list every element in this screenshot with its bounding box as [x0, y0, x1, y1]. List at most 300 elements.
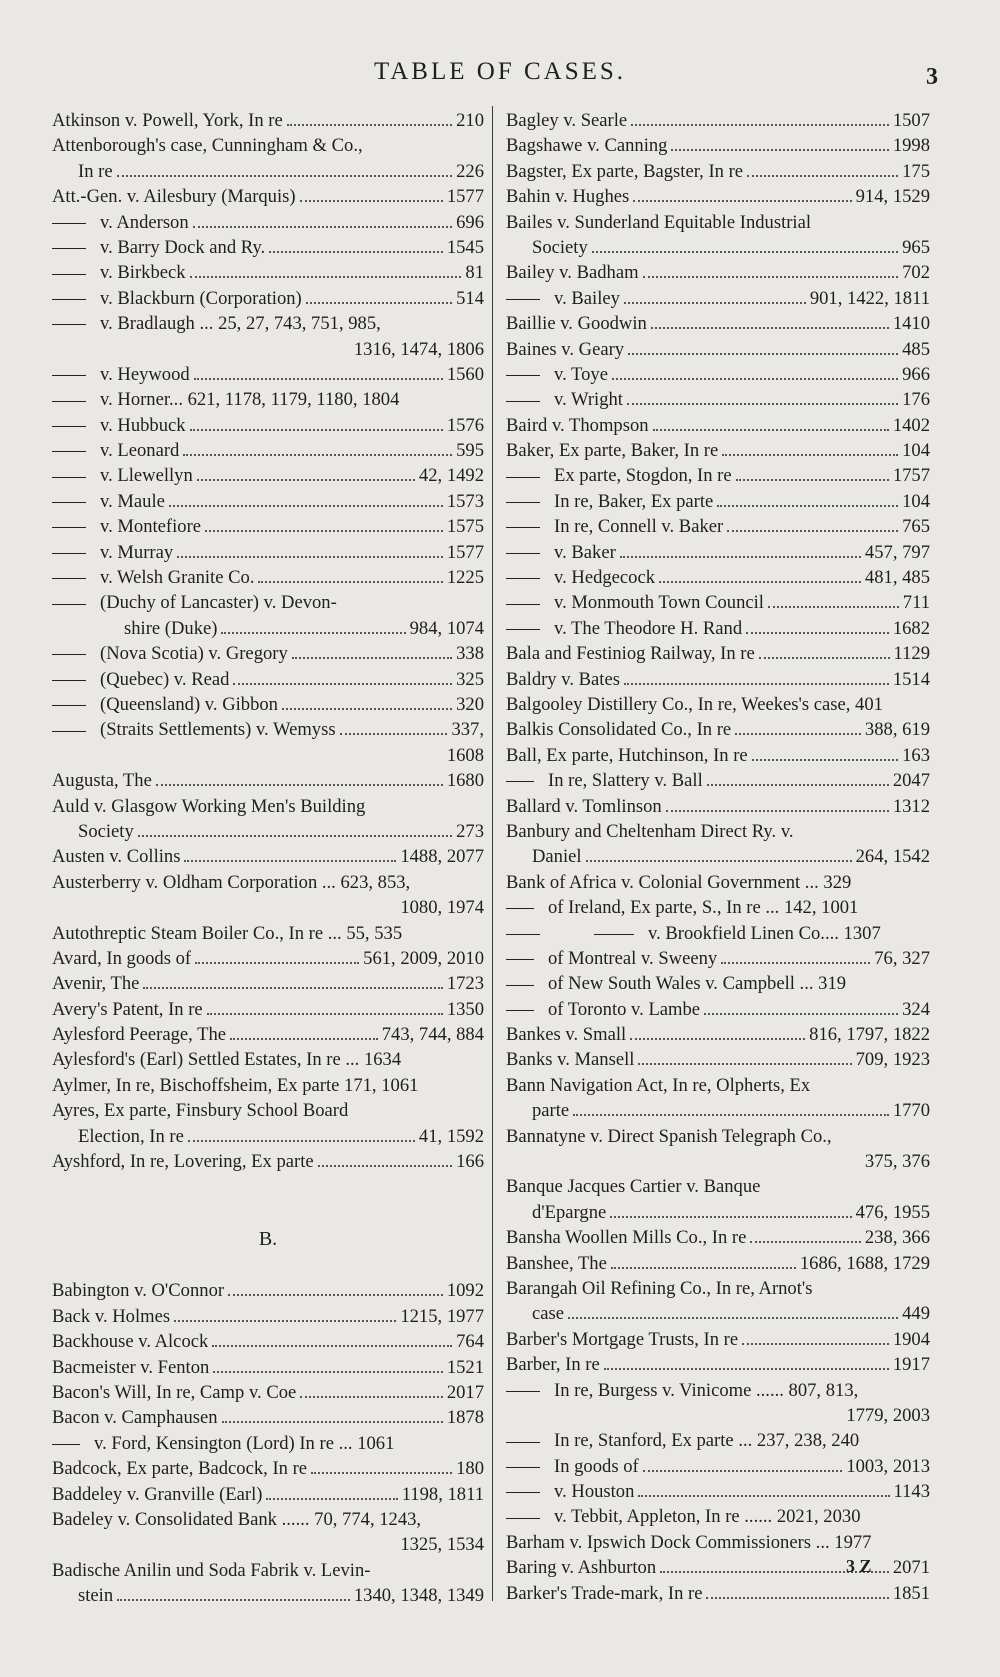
case-title-text: Aylesford's (Earl) Settled Estates, In re ... 1634	[52, 1049, 402, 1071]
case-pages: 595	[456, 440, 484, 462]
case-entry	[52, 108, 484, 133]
case-entry	[52, 260, 484, 285]
case-title	[52, 946, 191, 971]
case-title-text: v. Houston	[554, 1481, 635, 1503]
case-title	[52, 540, 173, 565]
ditto-dash	[594, 934, 634, 935]
case-pages: 180	[456, 1458, 484, 1480]
case-entry	[506, 1428, 930, 1453]
case-pages: 338	[456, 643, 484, 665]
ditto-dash	[506, 959, 534, 960]
case-entry	[506, 514, 930, 539]
case-entry	[506, 489, 930, 514]
case-pages: 1325, 1534	[400, 1534, 484, 1556]
case-pages: 1507	[892, 110, 930, 131]
ditto-dash	[506, 375, 540, 376]
case-title	[506, 286, 620, 311]
case-pages: 1577	[446, 186, 484, 208]
case-entry	[52, 1583, 484, 1608]
case-pages: 1680	[446, 770, 484, 792]
leader-dots	[117, 1599, 350, 1601]
case-title	[506, 794, 662, 819]
ditto-dash	[52, 477, 86, 478]
case-entry	[52, 616, 484, 641]
leader-dots	[659, 581, 861, 583]
case-pages: 457, 797	[864, 541, 930, 563]
leader-dots	[706, 1597, 888, 1599]
case-title-text: Badische Anilin und Soda Fabrik v. Levin-	[52, 1559, 371, 1581]
case-entry	[52, 1149, 484, 1174]
case-pages: 76, 327	[874, 947, 930, 969]
leader-dots	[633, 200, 851, 202]
section-heading-b: B.	[258, 1228, 278, 1251]
ditto-dash	[506, 985, 534, 986]
case-title	[52, 1431, 394, 1456]
leader-dots	[651, 327, 889, 329]
case-pages: 1723	[446, 973, 484, 995]
left-entries-b	[52, 1278, 484, 1608]
case-title-text: v. Murray	[100, 541, 174, 563]
case-pages: 711	[902, 592, 930, 614]
case-title	[52, 1405, 218, 1430]
case-pages: 2017	[446, 1381, 484, 1403]
case-entry	[506, 260, 930, 285]
case-title	[506, 692, 883, 717]
case-entry	[506, 1200, 930, 1225]
case-title	[52, 641, 288, 666]
case-title	[506, 1225, 746, 1250]
case-title	[52, 921, 402, 946]
case-title	[506, 1454, 639, 1479]
case-title-text: v. Tebbit, Appleton, In re ...... 2021, 2030	[554, 1506, 861, 1528]
case-pages: 2071	[892, 1557, 930, 1579]
case-title-text: Society	[532, 236, 588, 258]
ditto-dash	[52, 299, 86, 300]
case-pages: 476, 1955	[855, 1201, 930, 1223]
ditto-dash	[506, 401, 540, 402]
case-title	[52, 311, 381, 336]
ditto-dash	[52, 248, 86, 249]
case-title	[52, 1482, 262, 1507]
case-entry	[506, 794, 930, 819]
case-title	[506, 870, 851, 895]
leader-dots	[631, 124, 889, 126]
case-title-text: Babington v. O'Connor	[52, 1280, 225, 1302]
case-entry	[506, 311, 930, 336]
leader-dots	[205, 530, 443, 532]
case-title	[52, 870, 410, 895]
ditto-dash	[506, 1467, 540, 1468]
case-entry	[52, 743, 484, 768]
case-pages: 765	[902, 516, 930, 538]
case-entry	[506, 844, 930, 869]
case-entry	[506, 463, 930, 488]
case-pages: 481, 485	[864, 567, 930, 589]
leader-dots	[195, 962, 359, 964]
case-entry	[52, 1431, 484, 1456]
case-entry	[52, 1405, 484, 1430]
case-title	[52, 260, 186, 285]
case-title-text: v. Welsh Granite Co.	[100, 567, 255, 589]
case-title	[52, 413, 186, 438]
case-title	[506, 463, 732, 488]
case-title	[52, 1098, 348, 1123]
case-title	[52, 794, 365, 819]
case-pages: 1573	[446, 490, 484, 512]
case-title-text: Banshee, The	[506, 1252, 607, 1274]
case-title-text: v. Hedgecock	[554, 567, 656, 589]
case-title	[52, 1022, 226, 1047]
leader-dots	[747, 175, 898, 177]
case-title	[506, 1124, 832, 1149]
case-title	[506, 184, 629, 209]
case-title-text: Bank of Africa v. Colonial Government ... 329	[506, 871, 852, 893]
case-pages: 1682	[892, 617, 930, 639]
leader-dots	[643, 276, 899, 278]
ditto-dash	[52, 502, 86, 503]
case-title	[506, 1479, 634, 1504]
leader-dots	[638, 1495, 889, 1497]
case-entry	[506, 667, 930, 692]
leader-dots	[184, 860, 396, 862]
case-title	[52, 1073, 418, 1098]
case-title-text: Election, In re	[78, 1125, 184, 1147]
case-entry	[52, 997, 484, 1022]
case-title	[532, 1301, 564, 1326]
leader-dots	[190, 429, 443, 431]
case-title	[78, 1583, 113, 1608]
case-title-text: Bann Navigation Act, In re, Olpherts, Ex	[506, 1074, 811, 1096]
case-entry	[52, 1124, 484, 1149]
leader-dots	[746, 632, 889, 634]
leader-dots	[592, 251, 898, 253]
case-title	[506, 1428, 859, 1453]
case-entry	[506, 870, 930, 895]
case-entry	[506, 1174, 930, 1199]
case-title	[52, 1355, 209, 1380]
leader-dots	[169, 505, 443, 507]
case-pages: 273	[456, 820, 484, 842]
case-entry	[506, 184, 930, 209]
case-title	[52, 1507, 421, 1532]
case-title	[506, 1073, 810, 1098]
case-entry	[52, 210, 484, 235]
case-title	[506, 946, 717, 971]
case-title-text: Bailes v. Sunderland Equitable Industrial	[506, 211, 812, 233]
case-entry	[506, 133, 930, 158]
case-entry	[52, 362, 484, 387]
case-title-text: d'Epargne	[532, 1201, 607, 1223]
case-pages: 1608	[446, 744, 484, 766]
case-title	[506, 921, 881, 946]
case-title	[532, 235, 588, 260]
case-entry	[52, 1482, 484, 1507]
case-title-text: Bagley v. Searle	[506, 110, 628, 131]
case-entry	[506, 717, 930, 742]
leader-dots	[340, 733, 448, 735]
leader-dots	[269, 251, 443, 253]
page-title: TABLE OF CASES.	[373, 58, 627, 85]
case-entry	[52, 514, 484, 539]
ditto-dash	[52, 731, 86, 732]
case-title	[506, 133, 667, 158]
case-title-text: parte	[532, 1100, 570, 1122]
case-pages: 104	[902, 440, 930, 462]
case-pages: 1560	[446, 363, 484, 385]
case-pages: 1757	[892, 465, 930, 487]
case-title	[506, 337, 624, 362]
case-title-text: v. Leonard	[100, 440, 180, 462]
case-entry	[52, 794, 484, 819]
case-title-text: Bannatyne v. Direct Spanish Telegraph Co.,	[506, 1125, 832, 1147]
case-entry	[506, 895, 930, 920]
leader-dots	[742, 1343, 889, 1345]
case-title	[506, 210, 811, 235]
case-title	[506, 590, 764, 615]
case-pages: 210	[456, 110, 484, 131]
case-title-text: Ayshford, In re, Lovering, Ex parte	[52, 1151, 314, 1173]
leader-dots	[318, 1165, 452, 1167]
ditto-dash	[506, 299, 540, 300]
case-title	[506, 1504, 861, 1529]
case-title	[52, 1047, 401, 1072]
case-title-text: v. Llewellyn	[100, 465, 193, 487]
case-title-text: v. Horner... 621, 1178, 1179, 1180, 1804	[100, 389, 400, 411]
case-title	[506, 1352, 600, 1377]
case-title-text: Avenir, The	[52, 973, 140, 995]
case-title	[506, 717, 731, 742]
case-title	[506, 1327, 738, 1352]
case-title	[506, 667, 620, 692]
ditto-dash	[506, 1391, 540, 1392]
case-pages: 226	[456, 160, 484, 182]
case-title-text: v. Baker	[554, 541, 616, 563]
leader-dots	[727, 530, 898, 532]
leader-dots	[768, 606, 899, 608]
leader-dots	[573, 1114, 889, 1116]
case-entry	[506, 387, 930, 412]
case-title	[52, 463, 193, 488]
case-pages: 42, 1492	[418, 465, 484, 487]
case-entry	[506, 768, 930, 793]
case-entry	[506, 1301, 930, 1326]
case-title	[506, 438, 718, 463]
ditto-dash	[52, 705, 86, 706]
case-entry	[52, 1022, 484, 1047]
case-pages: 1917	[892, 1354, 930, 1376]
case-title-text: Austerberry v. Oldham Corporation ... 623, 853,	[52, 871, 411, 893]
case-title-text: (Queensland) v. Gibbon	[100, 693, 278, 715]
case-entry	[506, 362, 930, 387]
case-title	[506, 768, 703, 793]
leader-dots	[735, 733, 861, 735]
case-entry	[52, 717, 484, 742]
case-title-text: Ayres, Ex parte, Finsbury School Board	[52, 1100, 349, 1122]
case-title-text: of Ireland, Ex parte, S., In re ... 142, 1001	[548, 897, 859, 919]
case-entry	[52, 768, 484, 793]
case-title-text: (Nova Scotia) v. Gregory	[100, 643, 288, 665]
case-title	[506, 362, 608, 387]
ditto-dash	[52, 1444, 80, 1445]
left-column	[52, 108, 484, 1608]
case-title-text: Banbury and Cheltenham Direct Ry. v.	[506, 820, 794, 842]
case-entry	[52, 844, 484, 869]
ditto-dash	[52, 426, 86, 427]
case-entry	[52, 1278, 484, 1303]
case-title	[52, 590, 337, 615]
ditto-dash	[52, 375, 86, 376]
leader-dots	[610, 1216, 851, 1218]
case-pages: 1340, 1348, 1349	[353, 1585, 484, 1607]
case-entry	[506, 210, 930, 235]
case-entry	[506, 337, 930, 362]
leader-dots	[627, 403, 898, 405]
case-title-text: Bagshawe v. Canning	[506, 135, 668, 157]
case-entry	[52, 1098, 484, 1123]
case-pages: 702	[902, 262, 930, 284]
case-title-text: Backhouse v. Alcock	[52, 1331, 209, 1353]
case-entry	[506, 1479, 930, 1504]
case-title-text: Avery's Patent, In re	[52, 998, 203, 1020]
case-title-text: Baddeley v. Granville (Earl)	[52, 1483, 263, 1505]
case-pages: 764	[456, 1331, 484, 1353]
ditto-dash	[506, 477, 540, 478]
ditto-dash	[52, 553, 86, 554]
leader-dots	[194, 378, 443, 380]
case-pages: 514	[456, 287, 484, 309]
leader-dots	[221, 632, 405, 634]
case-title-text: Baker, Ex parte, Baker, In re	[506, 440, 719, 462]
case-entry	[52, 1073, 484, 1098]
case-entry	[52, 235, 484, 260]
leader-dots	[222, 1421, 443, 1423]
case-title	[506, 413, 649, 438]
case-title	[124, 616, 217, 641]
case-pages: 709, 1923	[855, 1049, 930, 1071]
case-pages: 561, 2009, 2010	[363, 947, 484, 969]
case-title	[78, 1124, 184, 1149]
case-pages: 1225	[446, 567, 484, 589]
case-entry	[52, 667, 484, 692]
case-entry	[52, 387, 484, 412]
case-title-text: (Straits Settlements) v. Wemyss	[100, 719, 336, 741]
leader-dots	[197, 479, 415, 481]
case-title	[532, 1098, 569, 1123]
case-title	[52, 1149, 314, 1174]
ditto-dash	[506, 1010, 534, 1011]
case-entry	[506, 159, 930, 184]
leader-dots	[213, 1371, 442, 1373]
case-entry	[52, 311, 484, 336]
case-entry	[52, 489, 484, 514]
case-pages: 965	[902, 236, 930, 258]
case-title-text: Barham v. Ipswich Dock Commissioners ... 1977	[506, 1531, 872, 1553]
case-title-text: In re	[78, 160, 113, 182]
case-entry	[506, 1047, 930, 1072]
case-title-text: Bansha Woollen Mills Co., In re	[506, 1227, 747, 1249]
case-title-text: In re, Slattery v. Ball	[548, 770, 703, 792]
case-entry	[52, 159, 484, 184]
case-entry	[506, 997, 930, 1022]
leader-dots	[282, 708, 452, 710]
case-pages: 41, 1592	[418, 1125, 484, 1147]
case-title	[506, 159, 743, 184]
case-title	[506, 260, 639, 285]
leader-dots	[722, 454, 898, 456]
ditto-dash	[52, 578, 86, 579]
leader-dots	[174, 1320, 396, 1322]
case-entry	[52, 463, 484, 488]
left-entries-a	[52, 108, 484, 1174]
case-entry	[52, 1532, 484, 1557]
leader-dots	[183, 454, 452, 456]
case-title-text: Bacmeister v. Fenton	[52, 1356, 210, 1378]
case-title-text: Back v. Holmes	[52, 1305, 171, 1327]
leader-dots	[643, 1470, 843, 1472]
case-title-text: v. Bailey	[554, 287, 620, 309]
signature-mark: 3 Z	[846, 1556, 872, 1576]
case-entry	[506, 1124, 930, 1149]
case-title-text: Baird v. Thompson	[506, 414, 649, 436]
ditto-dash	[506, 1492, 540, 1493]
case-title	[52, 108, 283, 133]
case-title-text: Daniel	[532, 846, 582, 868]
leader-dots	[750, 1241, 861, 1243]
case-pages: 388, 619	[864, 719, 930, 741]
case-title	[506, 616, 742, 641]
case-title-text: In re, Connell v. Baker	[554, 516, 724, 538]
case-title-text: v. Maule	[100, 490, 165, 512]
case-title	[506, 311, 647, 336]
case-title	[506, 819, 794, 844]
case-entry	[52, 1355, 484, 1380]
case-pages: 1575	[446, 516, 484, 538]
case-entry	[506, 590, 930, 615]
case-pages: 1410	[892, 313, 930, 335]
case-title-text: Baillie v. Goodwin	[506, 313, 647, 335]
case-title-text: v. Wright	[554, 389, 623, 411]
case-entry	[506, 1327, 930, 1352]
case-pages: 696	[456, 211, 484, 233]
case-title-text: of Montreal v. Sweeny	[548, 947, 718, 969]
right-entries	[506, 108, 930, 1606]
case-pages: 1577	[446, 541, 484, 563]
case-title-text: Augusta, The	[52, 770, 152, 792]
case-title	[506, 108, 627, 133]
leader-dots	[671, 149, 888, 151]
case-title-text: of New South Wales v. Campbell ... 319	[548, 973, 847, 995]
ditto-dash	[506, 1442, 540, 1443]
case-entry	[52, 895, 484, 920]
case-pages: 375, 376	[864, 1151, 930, 1173]
case-entry	[52, 184, 484, 209]
leader-dots	[624, 683, 889, 685]
ditto-dash	[52, 604, 86, 605]
case-title-text: stein	[78, 1585, 114, 1607]
case-title-text: Ex parte, Stogdon, In re	[554, 465, 732, 487]
case-pages: 166	[456, 1151, 484, 1173]
leader-dots	[586, 860, 852, 862]
case-title-text: Bala and Festiniog Railway, In re	[506, 643, 755, 665]
case-pages: 163	[902, 744, 930, 766]
case-title-text: Barber, In re	[506, 1354, 600, 1376]
leader-dots	[612, 378, 898, 380]
case-title-text: Ballard v. Tomlinson	[506, 795, 662, 817]
leader-dots	[653, 429, 889, 431]
case-entry	[506, 1225, 930, 1250]
case-pages: 1514	[892, 668, 930, 690]
case-pages: 1545	[446, 236, 484, 258]
